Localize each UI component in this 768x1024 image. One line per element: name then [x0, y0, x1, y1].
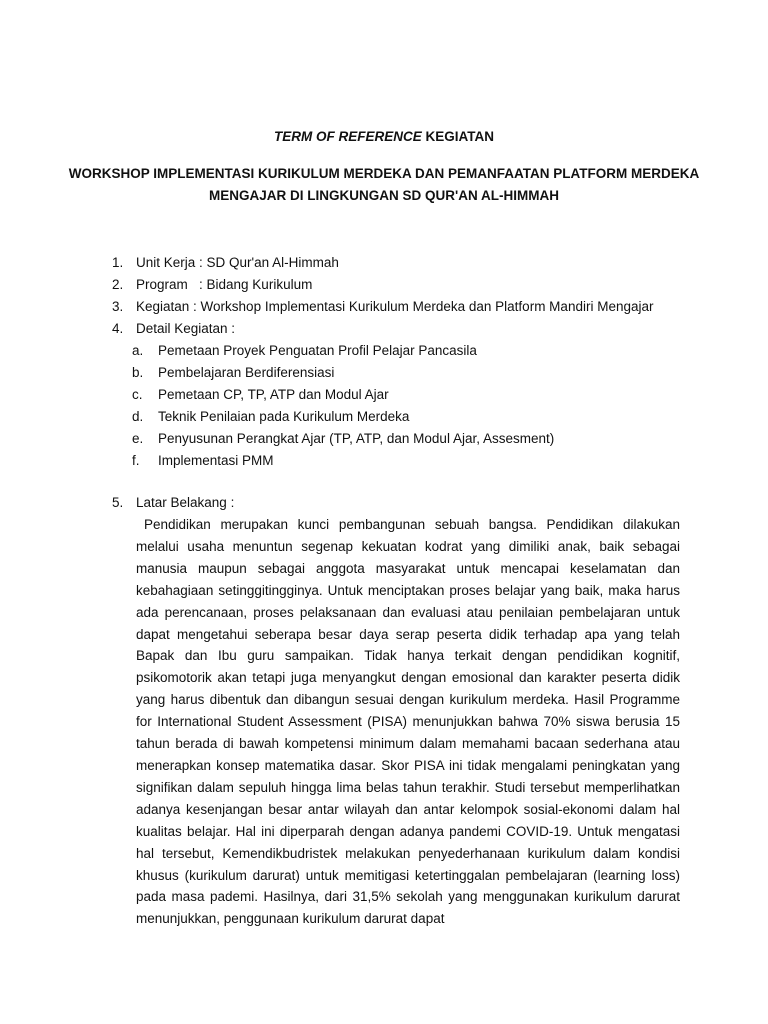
list-text: Program : Bidang Kurikulum [136, 277, 313, 292]
document-title [0, 129, 768, 144]
sub-list-text: Pemetaan Proyek Penguatan Profil Pelajar Pancasila [158, 343, 477, 358]
sub-list-text: Pemetaan CP, TP, ATP dan Modul Ajar [158, 387, 389, 402]
sub-list-letter: e. [132, 431, 144, 446]
list-number: 3. [112, 299, 124, 314]
list-number: 5. [112, 495, 124, 510]
sub-list-text: Pembelajaran Berdiferensiasi [158, 365, 335, 380]
title-rest: KEGIATAN [421, 129, 494, 144]
title-italic: TERM OF REFERENCE [273, 129, 422, 144]
list-number: 1. [112, 255, 124, 270]
list-number: 2. [112, 277, 124, 292]
sub-list-letter: a. [132, 343, 144, 358]
background-text: Pendidikan merupakan kunci pembangunan sebuah bangsa. Pendidikan dilakukan melalui usaha menuntun segenap kekuatan kodrat yang dimiliki anak, baik sebagai manusia maupun sebagai anggota masyarakat untuk mencapai keselamatan dan kebahagiaan setinggitingginya. Untuk menciptakan proses belajar yang baik, maka harus ada perencanaan, proses pelaksanaan dan evaluasi atau penilaian pembelajaran untuk dapat mengetahui seberapa besar daya serap peserta didik terhadap apa yang telah Bapak dan Ibu guru sampaikan. Tidak hanya terkait dengan pendidikan kognitif, psikomotorik akan tetapi juga menyangkut dengan emosional dan karakter peserta didik yang harus dibentuk dan dibangun sesuai dengan kurikulum merdeka. Hasil Programme for International Student Assessment (PISA) menunjukkan bahwa 70% siswa berusia 15 tahun berada di bawah kompetensi minimum dalam memahami bacaan sederhana atau menerapkan konsep matematika dasar. Skor PISA ini tidak mengalami peningkatan yang signifikan dalam sepuluh hingga lima belas tahun terakhir. Studi tersebut memperlihatkan adanya kesenjangan besar antar wilayah dan antar kelompok sosial-ekonomi dalam hal kualitas belajar. Hal ini diperparah dengan adanya pandemi COVID-19. Untuk mengatasi hal tersebut, Kemendikbudristek melakukan penyederhanaan kurikulum dalam kondisi khusus (kurikulum darurat) untuk memitigasi ketertinggalan pembelajaran (learning loss) pada masa pademi. Hasilnya, dari 31,5% sekolah yang menggunakan kurikulum darurat menunjukkan, penggunaan kurikulum darurat dapat [136, 517, 680, 927]
background-paragraph [136, 514, 680, 930]
list-text: Unit Kerja : SD Qur'an Al-Himmah [136, 255, 339, 270]
sub-list-text: Penyusunan Perangkat Ajar (TP, ATP, dan Modul Ajar, Assesment) [158, 431, 555, 446]
list-text: Detail Kegiatan : [136, 321, 236, 336]
list-number: 4. [112, 321, 124, 336]
document-subtitle: WORKSHOP IMPLEMENTASI KURIKULUM MERDEKA DAN PEMANFAATAN PLATFORM MERDEKA MENGAJAR DI LINGKUNGAN SD QUR'AN AL-HIMMAH [68, 166, 700, 203]
sub-list-letter: c. [132, 387, 143, 402]
sub-list-letter: d. [132, 409, 144, 424]
sub-list-text: Implementasi PMM [158, 453, 274, 468]
sub-list-text: Teknik Penilaian pada Kurikulum Merdeka [158, 409, 410, 424]
list-text: Kegiatan : Workshop Implementasi Kurikulum Merdeka dan Platform Mandiri Mengajar [136, 299, 654, 314]
list-text: Latar Belakang : [136, 495, 235, 510]
sub-list-letter: f. [132, 453, 140, 468]
sub-list-letter: b. [132, 365, 144, 380]
